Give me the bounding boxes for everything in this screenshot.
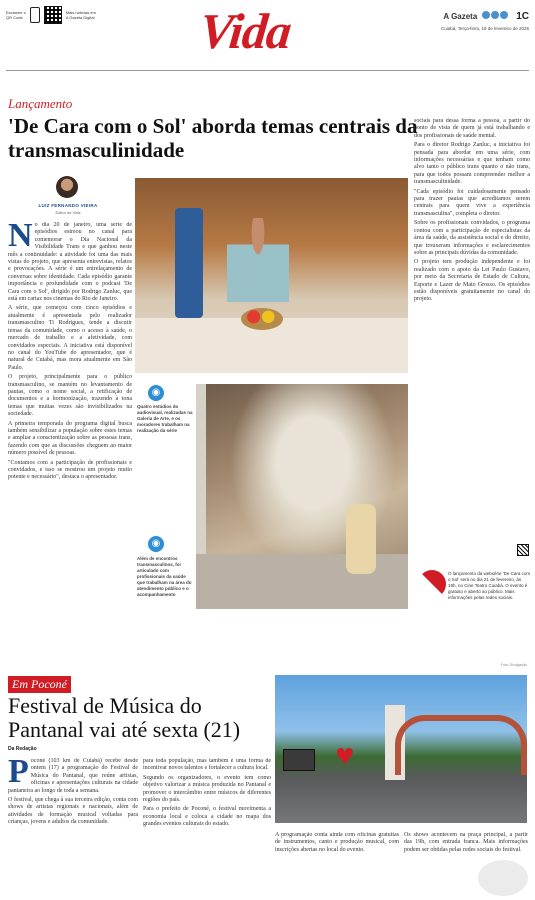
article2-kicker: Em Poconé — [8, 676, 71, 693]
article1-column-1 — [8, 222, 132, 660]
paragraph: para toda população, mas também é uma forma de incentivar novos talentos e fortalecer a cultura local. — [143, 758, 271, 772]
photo-detail — [175, 208, 203, 318]
article1-column-3 — [414, 118, 530, 538]
page-number: 1C — [516, 11, 529, 22]
photo-caption-1: Quatro estúdios do audiovisual, realizadas na Galeria de Arte, e os moradores trabalham na realização da série — [137, 404, 193, 433]
promo-line-2: QR Code — [6, 15, 23, 20]
issue-date: Cuiabá, Terça-feira, 18 de fevereiro de 2025 — [441, 26, 529, 31]
header-promo — [6, 6, 96, 24]
article1-headline: 'De Cara com o Sol' aborda temas centrais da transmasculinidade — [8, 114, 418, 162]
photo-caption-2: Além de encontros transmasculinos, foi articulado com profissionais da saúde que trabalham na área do atendimento público e o acompanhamento — [137, 556, 192, 597]
dropcap: N — [8, 222, 33, 254]
publication-name: A Gazeta — [443, 12, 478, 21]
paragraph: o dia 20 de janeiro, uma série de episódios estreou no canal para comemorar o Dia Nacional da Visibilidade Trans e que ganhou neste mês a continuidade: a atividade foi uma das mais vistas do projeto, que apresenta entrevistas, relatos e provocações. A série é um entrelaçamento de conversas sobre identidade. Cada episódio garante importância e profundidade com o podcast 'De Cara com o Sol', dirigido por Rodrigo Zanluc, que está em cartaz nos cinemas do Rio de Janeiro. — [8, 222, 132, 303]
article2-column-2 — [143, 758, 271, 894]
paragraph: O projeto, principalmente para o público transmasculino, se mantém no levantamento de pautas, como o nome social, a retificação de documentos e a hormonização, trazendo à tona temas que muitas vezes são invisibilizados na sociedade. — [8, 374, 132, 418]
paragraph: O festival, que chega à sua terceira edição, conta com shows de artistas regionais e nacionais, além de atividades de formação musical voltadas para crianças, jovens e adultos da comunidade. — [8, 797, 138, 826]
heart-icon: ♥ — [335, 745, 355, 770]
paragraph: sociais para dessa forma a pessoa, a partir do ponto de vista de quem já está trabalhando e dos profissionais de saúde mental. — [414, 118, 530, 139]
article2-byline: Da Redação — [8, 746, 37, 752]
photo-detail — [196, 554, 408, 609]
promo-text-right — [66, 10, 96, 20]
article2-column-1 — [8, 758, 138, 894]
social-icon — [500, 11, 508, 19]
photo-detail — [346, 504, 376, 574]
article1-second-photo — [196, 384, 408, 609]
watermark-logo — [478, 860, 528, 896]
event-info-box: O lançamento da websérie 'De Cara com o Sol' será no dia 21 de fevereiro, às 19h, no Cine Teatro Cuiabá. O evento é gratuito e aberto ao público. Mais informações pelas redes sociais. — [448, 571, 531, 600]
social-icon — [491, 11, 499, 19]
camera-icon: ◉ — [148, 385, 164, 401]
article1-main-photo — [135, 178, 408, 373]
promo-line-3: Mais notícias em — [65, 10, 96, 15]
camera-icon: ◉ — [148, 536, 164, 552]
photo-credit: Foto: Divulgação — [500, 663, 527, 667]
phone-icon — [30, 7, 40, 23]
promo-text-left — [6, 10, 26, 20]
paragraph: "Cada episódio foi cuidadosamente pensado para trazer pautas que acreditamos serem centrais para quem vive a experiência transmasculina", completa o diretor. — [414, 188, 530, 217]
author-role: Editor de Vida — [55, 210, 81, 215]
qr-code-icon[interactable] — [517, 544, 529, 556]
paragraph: A primeira temporada do programa digital busca também sensibilizar a população sobre estes temas e ampliar a conscientização sobre as pessoas trans, fazendo com que as discussões cheguem ao maior número possível de pessoas. — [8, 420, 132, 457]
info-badge — [418, 570, 446, 598]
article2-headline: Festival de Música do Pantanal vai até sexta (21) — [8, 693, 241, 742]
paragraph: Para o prefeito de Poconé, o festival movimenta a economia local e coloca a cidade no mapa dos grandes eventos culturais do estado. — [143, 806, 271, 828]
qr-code-icon[interactable] — [44, 6, 62, 24]
author-avatar — [56, 176, 78, 198]
header-publication — [441, 6, 529, 31]
paragraph: Sobre os profissionais convidados, o programa contou com a participação de especialistas da área da saúde, da assistência social e do direito, que trouxeram informações e esclarecimentos sobre as principais dúvidas da comunidade. — [414, 220, 530, 256]
photo-detail — [283, 749, 315, 771]
paragraph: Segundo os organizadores, o evento tem como objetivo valorizar a música produzida no Pantanal e promover o intercâmbio entre músicos de diferentes regiões do país. — [143, 774, 271, 804]
paragraph: A série, que começou com cinco episódios e atualmente é apresentada pelo realizador transmasculino Ti Rodrigues, tende a discutir temas da comunidade, como o acesso à saúde, o mercado de trabalho e a afetividade, com convidados especiais. A iniciativa está disponível no canal do YouTube do apresentador, que é natural de Cuiabá, mas mora atualmente em São Paulo. — [8, 305, 132, 371]
header-divider — [6, 70, 529, 71]
paragraph: oconé (103 km de Cuiabá) recebe desde ontem (17) a programação do Festival de Música do Pantanal, que reúne artistas, oficinas e apresentações culturais na cidade pantaneira ao longo de toda a semana. — [8, 758, 138, 794]
section-brand-logo: Vida — [197, 3, 294, 59]
promo-line-4: A Gazeta Digital — [65, 15, 95, 20]
paragraph: A programação conta ainda com oficinas gratuitas de instrumentos, canto e produção musical, com inscrições abertas no local do evento. — [275, 832, 399, 853]
promo-line-1: Escaneie o — [6, 10, 26, 15]
paragraph: "Contamos com a participação de profissionais e convidados, e isso se mostrou um projeto muito potente e necessário", destaca o apresentador. — [8, 459, 132, 481]
social-icons — [482, 11, 508, 19]
article1-kicker: Lançamento — [8, 96, 73, 111]
social-icon — [482, 11, 490, 19]
paragraph: O projeto tem produção independente e foi realizado com o apoio da Lei Paulo Gustavo, por meio da Secretaria de Estado de Cultura, Esporte e Lazer de Mato Grosso. Os episódios estão disponíveis gratuitamente no canal do projeto. — [414, 259, 530, 303]
paragraph: Os shows acontecem na praça principal, a partir das 19h, com entrada franca. Mais informações podem ser obtidas pelas redes sociais do festival. — [404, 832, 528, 853]
brand-subtitle — [196, 59, 336, 64]
photo-detail — [241, 308, 283, 330]
author-name: LUIZ FERNANDO VIEIRA — [38, 203, 98, 208]
article2-column-3 — [275, 832, 399, 894]
dropcap: P — [8, 758, 29, 790]
article2-photo — [275, 675, 527, 823]
paragraph: Para o diretor Rodrigo Zanluc, a iniciativa foi pensada para abordar em uma série, com informações necessárias e que tenham como alvo tanto o público trans quanto o não trans, para que todos possam compreender melhor a transmasculinidade. — [414, 142, 530, 186]
photo-detail — [395, 715, 527, 775]
